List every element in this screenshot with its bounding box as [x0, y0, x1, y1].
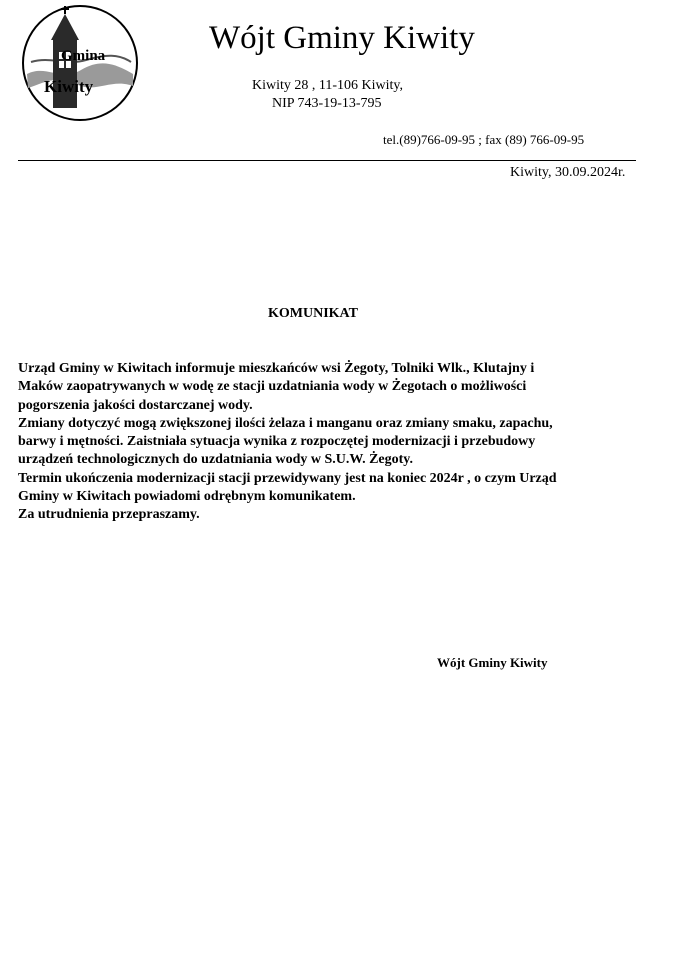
body-line: barwy i mętności. Zaistniała sytuacja wynika z rozpoczętej modernizacji i przebudowy [18, 434, 536, 450]
body-line: Maków zaopatrywanych w wodę ze stacji uzdatniania wody w Żegotach o możliwości [18, 379, 527, 395]
body-line: pogorszenia jakości dostarczanej wody. [18, 397, 253, 413]
signature: Wójt Gminy Kiwity [437, 655, 548, 670]
contact-phone-fax: tel.(89)766-09-95 ; fax (89) 766-09-95 [383, 132, 585, 147]
body-line: Zmiany dotyczyć mogą zwiększonej ilości żelaza i manganu oraz zmiany smaku, zapachu, [18, 415, 553, 431]
body-line: Za utrudnienia przepraszamy. [18, 507, 200, 523]
logo-text-kiwity: Kiwity [44, 77, 94, 96]
body-line: Urząd Gminy w Kiwitach informuje mieszkańców wsi Żegoty, Tolniki Wlk., Klutajny i [18, 361, 535, 376]
logo-text-gmina: Gmina [61, 48, 106, 64]
announcement-body [18, 360, 638, 525]
letterhead-divider [18, 160, 636, 161]
document-heading: KOMUNIKAT [268, 306, 358, 321]
body-line: Gminy w Kiwitach powiadomi odrębnym komunikatem. [18, 489, 356, 505]
body-line: Termin ukończenia modernizacji stacji przewidywany jest na koniec 2024r , o czym Urząd [18, 470, 557, 486]
body-line: urządzeń technologicznych do uzdatniania wody w S.U.W. Żegoty. [18, 452, 414, 468]
address-line-1: Kiwity 28 , 11-106 Kiwity, [252, 78, 404, 93]
address-line-2: NIP 743-19-13-795 [272, 96, 382, 111]
letterhead-title: Wójt Gminy Kiwity [209, 20, 475, 56]
document-date: Kiwity, 30.09.2024r. [510, 165, 626, 180]
